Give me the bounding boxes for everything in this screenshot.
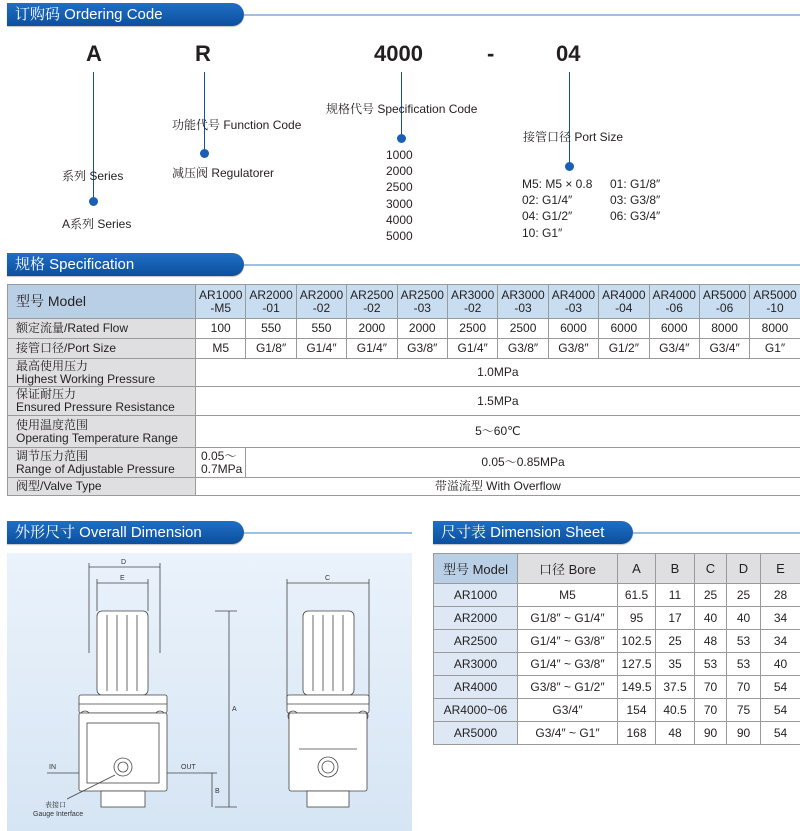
dim-cell: G3/8″ ~ G1/2″: [518, 676, 618, 699]
spec-code-item: 1000: [386, 148, 413, 162]
spec-adjust-first: 0.05～ 0.7MPa: [196, 448, 246, 478]
code-part-spec: 4000: [374, 41, 423, 66]
port-code-list: [522, 176, 690, 241]
spec-max-pressure-row: [8, 359, 800, 387]
spec-rated-flow-cell: 6000: [599, 319, 649, 339]
dim-cell: 61.5: [618, 584, 656, 607]
dim-cell: 40: [695, 607, 727, 630]
table-row: [434, 722, 800, 745]
dim-col-d: D: [727, 554, 761, 584]
spec-proof-pressure-value: 1.5MPa: [196, 387, 800, 416]
dim-label-c: C: [325, 575, 331, 582]
spec-rated-flow-cell: 6000: [649, 319, 699, 339]
spec-temp-value: 5～60℃: [196, 416, 800, 448]
dimension-sheet-header: [433, 521, 633, 544]
overall-dimension-header-text: 外形尺寸 Overall Dimension: [15, 524, 202, 541]
dim-col-model: 型号 Model: [434, 554, 518, 584]
spec-rated-flow-cell: 100: [196, 319, 246, 339]
dim-label-a: A: [232, 706, 237, 713]
port-dot: [565, 162, 574, 171]
dim-col-b: B: [656, 554, 695, 584]
dim-cell: 17: [656, 607, 695, 630]
spec-model-cell: AR3000 -02: [447, 285, 497, 319]
spec-temp-row: [8, 416, 800, 448]
dim-cell: 127.5: [618, 653, 656, 676]
dim-label-b: B: [215, 788, 220, 795]
spec-model-cell: AR4000 -06: [649, 285, 699, 319]
spec-max-pressure-label: 最高使用压力 Highest Working Pressure: [8, 359, 196, 387]
ordering-code-rule: [244, 14, 800, 16]
code-part-dash: -: [487, 41, 495, 66]
spec-port-size-cell: G3/8″: [548, 339, 598, 359]
spec-model-cell: AR1000 -M5: [196, 285, 246, 319]
dim-cell: 48: [695, 630, 727, 653]
dim-cell: 95: [618, 607, 656, 630]
function-dot: [200, 149, 209, 158]
spec-model-cell: AR5000 -06: [699, 285, 749, 319]
spec-rated-flow-cell: 550: [246, 319, 296, 339]
dim-cell: 75: [727, 699, 761, 722]
dimension-sheet-header-text: 尺寸表 Dimension Sheet: [441, 524, 605, 541]
port-connector: [569, 72, 570, 166]
dim-cell: 70: [695, 676, 727, 699]
port-code-item: 02: G1/4″: [522, 193, 573, 208]
dim-label-out: OUT: [181, 764, 196, 771]
spec-model-cell: AR2500 -02: [347, 285, 397, 319]
dim-cell: 54: [761, 676, 800, 699]
spec-rated-flow-cell: 550: [296, 319, 346, 339]
function-value: 减压阀 Regulatorer: [172, 166, 275, 180]
function-connector: [204, 72, 205, 152]
spec-port-size-cell: G1/4″: [447, 339, 497, 359]
spec-adjust-value: 0.05～0.85MPa: [246, 448, 800, 478]
specification-header: [7, 253, 244, 276]
dim-cell: 37.5: [656, 676, 695, 699]
spec-port-size-cell: G1/8″: [246, 339, 296, 359]
dim-cell: 53: [727, 630, 761, 653]
ordering-code-header: [7, 3, 244, 26]
spec-rated-flow-cell: 2000: [397, 319, 447, 339]
spec-rated-flow-cell: 2500: [498, 319, 548, 339]
dim-col-a: A: [618, 554, 656, 584]
series-dot: [89, 197, 98, 206]
dim-cell: AR2000: [434, 607, 518, 630]
spec-rated-flow-cell: 2500: [447, 319, 497, 339]
spec-port-size-row: [8, 339, 800, 359]
dim-cell: 53: [695, 653, 727, 676]
spec-rated-flow-cell: 8000: [699, 319, 749, 339]
spec-port-size-cell: G1″: [750, 339, 800, 359]
spec-code-item: 5000: [386, 229, 413, 244]
port-code-item: 10: G1″: [522, 225, 563, 240]
spec-port-size-cell: G3/4″: [699, 339, 749, 359]
dim-cell: 25: [695, 584, 727, 607]
dim-cell: 25: [656, 630, 695, 653]
spec-rated-flow-label: 额定流量/Rated Flow: [8, 319, 196, 339]
dim-cell: AR3000: [434, 653, 518, 676]
table-row: [434, 699, 800, 722]
spec-code-list: [386, 147, 413, 244]
specification-header-text: 规格 Specification: [15, 256, 135, 273]
dim-cell: G1/4″ ~ G3/8″: [518, 630, 618, 653]
spec-code-item: 4000: [386, 212, 413, 227]
spec-adjust-row: [8, 448, 800, 478]
dim-cell: 11: [656, 584, 695, 607]
dim-cell: 54: [761, 699, 800, 722]
dim-label-gauge-en: Gauge Interface: [33, 811, 84, 818]
dim-cell: 48: [656, 722, 695, 745]
dim-cell: 28: [761, 584, 800, 607]
dim-cell: AR5000: [434, 722, 518, 745]
spec-dot: [397, 134, 406, 143]
dim-label-e: E: [120, 575, 125, 582]
dim-cell: 90: [695, 722, 727, 745]
series-value: A系列 Series: [62, 217, 132, 231]
dim-col-c: C: [695, 554, 727, 584]
overall-dimension-header: [7, 521, 244, 544]
specification-table: [7, 284, 800, 496]
spec-code-item: 2000: [386, 164, 413, 179]
port-code-item: M5: M5 × 0.8: [522, 177, 593, 191]
spec-valve-label: 阀型/Valve Type: [8, 478, 196, 496]
spec-port-size-cell: G3/4″: [649, 339, 699, 359]
spec-rated-flow-cell: 8000: [750, 319, 800, 339]
dim-cell: 25: [727, 584, 761, 607]
spec-rated-flow-cell: 2000: [347, 319, 397, 339]
dim-cell: 53: [727, 653, 761, 676]
spec-model-cell: AR4000 -04: [599, 285, 649, 319]
spec-proof-pressure-row: [8, 387, 800, 416]
dim-cell: AR1000: [434, 584, 518, 607]
dim-cell: 34: [761, 607, 800, 630]
dim-col-bore: 口径 Bore: [518, 554, 618, 584]
dimension-sheet-rule: [633, 532, 800, 534]
spec-model-cell: AR2000 -02: [296, 285, 346, 319]
dim-label-d: D: [121, 559, 127, 566]
spec-port-size-cell: M5: [196, 339, 246, 359]
spec-rated-flow-cell: 6000: [548, 319, 598, 339]
dim-cell: 54: [761, 722, 800, 745]
dimension-sheet-table: [433, 553, 800, 745]
dim-cell: 90: [727, 722, 761, 745]
dim-cell: 40.5: [656, 699, 695, 722]
spec-adjust-label: 调节压力范围 Range of Adjustable Pressure: [8, 448, 196, 478]
spec-port-size-cell: G1/4″: [296, 339, 346, 359]
port-code-item: 06: G3/4″: [610, 209, 661, 224]
dim-cell: 149.5: [618, 676, 656, 699]
dimension-drawing-svg: [7, 553, 412, 831]
spec-model-row: [8, 285, 800, 319]
spec-port-size-cell: G1/2″: [599, 339, 649, 359]
series-label: 系列 Series: [62, 169, 124, 183]
dim-cell: 70: [695, 699, 727, 722]
dim-cell: G1/4″ ~ G3/8″: [518, 653, 618, 676]
dim-cell: G1/8″ ~ G1/4″: [518, 607, 618, 630]
dim-header-row: [434, 554, 800, 584]
dim-cell: 154: [618, 699, 656, 722]
dim-cell: 102.5: [618, 630, 656, 653]
spec-valve-row: [8, 478, 800, 496]
spec-model-cell: AR5000 -10: [750, 285, 800, 319]
spec-model-cell: AR2500 -03: [397, 285, 447, 319]
spec-max-pressure-value: 1.0MPa: [196, 359, 800, 387]
table-row: [434, 584, 800, 607]
overall-dimension-rule: [244, 532, 412, 534]
dim-cell: AR4000~06: [434, 699, 518, 722]
spec-rated-flow-row: [8, 319, 800, 339]
dim-cell: 40: [761, 653, 800, 676]
spec-port-size-cell: G3/8″: [498, 339, 548, 359]
dim-label-gauge-cn: 表接口: [45, 802, 66, 809]
code-part-port: 04: [556, 41, 581, 66]
port-code-item: 03: G3/8″: [610, 193, 661, 208]
spec-port-size-label: 接管口径/Port Size: [8, 339, 196, 359]
dim-cell: G3/4″ ~ G1″: [518, 722, 618, 745]
table-row: [434, 653, 800, 676]
spec-valve-value: 带溢流型 With Overflow: [196, 478, 800, 496]
function-label: 功能代号 Function Code: [172, 118, 302, 132]
dim-cell: AR2500: [434, 630, 518, 653]
dim-cell: 168: [618, 722, 656, 745]
ordering-code-header-text: 订购码 Ordering Code: [15, 6, 163, 23]
code-part-series: A: [86, 41, 102, 66]
table-row: [434, 630, 800, 653]
table-row: [434, 676, 800, 699]
dim-cell: 40: [727, 607, 761, 630]
spec-code-item: 2500: [386, 180, 413, 195]
dimension-drawing: [7, 553, 412, 831]
spec-code-item: 3000: [386, 196, 413, 211]
dim-cell: AR4000: [434, 676, 518, 699]
spec-model-cell: AR2000 -01: [246, 285, 296, 319]
dim-col-e: E: [761, 554, 800, 584]
spec-model-cell: AR4000 -03: [548, 285, 598, 319]
spec-port-size-cell: G3/8″: [397, 339, 447, 359]
port-label: 接管口径 Port Size: [523, 130, 624, 144]
port-code-item: 01: G1/8″: [610, 177, 661, 191]
port-code-item: 04: G1/2″: [522, 209, 573, 224]
spec-model-label: 型号 Model: [8, 285, 196, 319]
spec-label: 规格代号 Specification Code: [326, 102, 478, 116]
dim-cell: 34: [761, 630, 800, 653]
specification-rule: [244, 264, 800, 266]
dim-cell: G3/4″: [518, 699, 618, 722]
dim-cell: 35: [656, 653, 695, 676]
spec-temp-label: 使用温度范围 Operating Temperature Range: [8, 416, 196, 448]
dim-cell: M5: [518, 584, 618, 607]
code-part-function: R: [195, 41, 211, 66]
dim-cell: 70: [727, 676, 761, 699]
spec-proof-pressure-label: 保证耐压力 Ensured Pressure Resistance: [8, 387, 196, 416]
dim-label-in: IN: [49, 764, 56, 771]
spec-model-cell: AR3000 -03: [498, 285, 548, 319]
table-row: [434, 607, 800, 630]
spec-port-size-cell: G1/4″: [347, 339, 397, 359]
